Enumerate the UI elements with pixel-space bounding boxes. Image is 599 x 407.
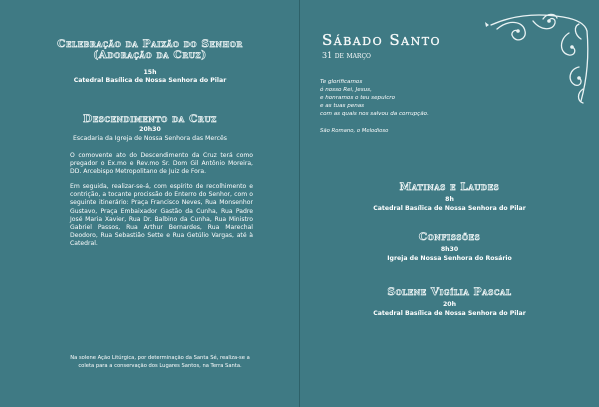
poem-source: São Romano, o Melodioso xyxy=(320,128,389,134)
poem-line: Te glorificamos xyxy=(320,79,363,85)
section-title-celebracao xyxy=(20,39,280,61)
section-time: 15h xyxy=(143,69,157,76)
section-title-line2: (Adoração da Cruz) xyxy=(93,49,207,61)
left-panel xyxy=(0,0,299,407)
date-label: 31 de março xyxy=(322,51,371,60)
section-place: Catedral Basílica de Nossa Senhora do Pilar xyxy=(373,205,526,212)
poem xyxy=(320,78,520,118)
section-time: 20h xyxy=(442,301,456,308)
right-panel xyxy=(300,0,599,407)
poem-line: e honramos o teu sepulcro xyxy=(320,95,395,101)
body-paragraph: Em seguida, realizar-se-á, com espírito de recolhimento e contrição, a tocante procissão do Enterro do Senhor, com o seguinte itinerário: Praça Francisco Neves, Rua Monsenhor Gustavo, Praça Embaixador Gastão da Cunha, Rua Padre José Maria Xavier, Rua Dr. Balbino da Cunha, Rua Ministro Gabriel Passos, Rua Arthur Bernardes, Rua Marechal Deodoro, Rua Sebastião Sette e Rua Getúlio Vargas, até à Catedral. xyxy=(70,183,253,248)
section-time: 20h30 xyxy=(139,126,161,133)
section-title-confissoes: Confissões xyxy=(418,231,481,243)
section-title-descendimento: Descendimento da Cruz xyxy=(83,113,217,125)
section-title-matinas: Matinas e Laudes xyxy=(399,181,500,193)
poem-line: ó nosso Rei, Jesus, xyxy=(320,87,372,93)
section-place: Catedral Basílica de Nossa Senhora do Pilar xyxy=(373,310,526,317)
section-title-vigilia: Solene Vigília Pascal xyxy=(387,286,512,298)
poem-line: e as tuas penas xyxy=(320,103,365,109)
section-place: Catedral Basílica de Nossa Senhora do Pilar xyxy=(73,77,227,84)
footnote: Na solene Ação Litúrgica, por determinação da Santa Sé, realiza-se a coleta para a conservação dos Lugares Santos, na Terra Santa. xyxy=(70,355,250,369)
section-place: Escadaria da Igreja de Nossa Senhora das Mercês xyxy=(72,135,228,142)
section-place: Igreja de Nossa Senhora do Rosário xyxy=(387,255,512,262)
poem-line: com as quais nos salvou da corrupção. xyxy=(320,111,429,117)
section-time: 8h xyxy=(445,196,454,203)
section-time: 8h30 xyxy=(440,246,459,253)
page-title: Sábado Santo xyxy=(322,31,442,49)
section-title-line1: Celebração da Paixão do Senhor xyxy=(57,38,243,50)
body-paragraph: O comovente ato do Descendimento da Cruz terá como pregador o Ex.mo e Rev.mo Sr. Dom Gil Antônio Moreira, DD. Arcebispo Metropolitano de Juiz de Fora. xyxy=(70,152,253,176)
